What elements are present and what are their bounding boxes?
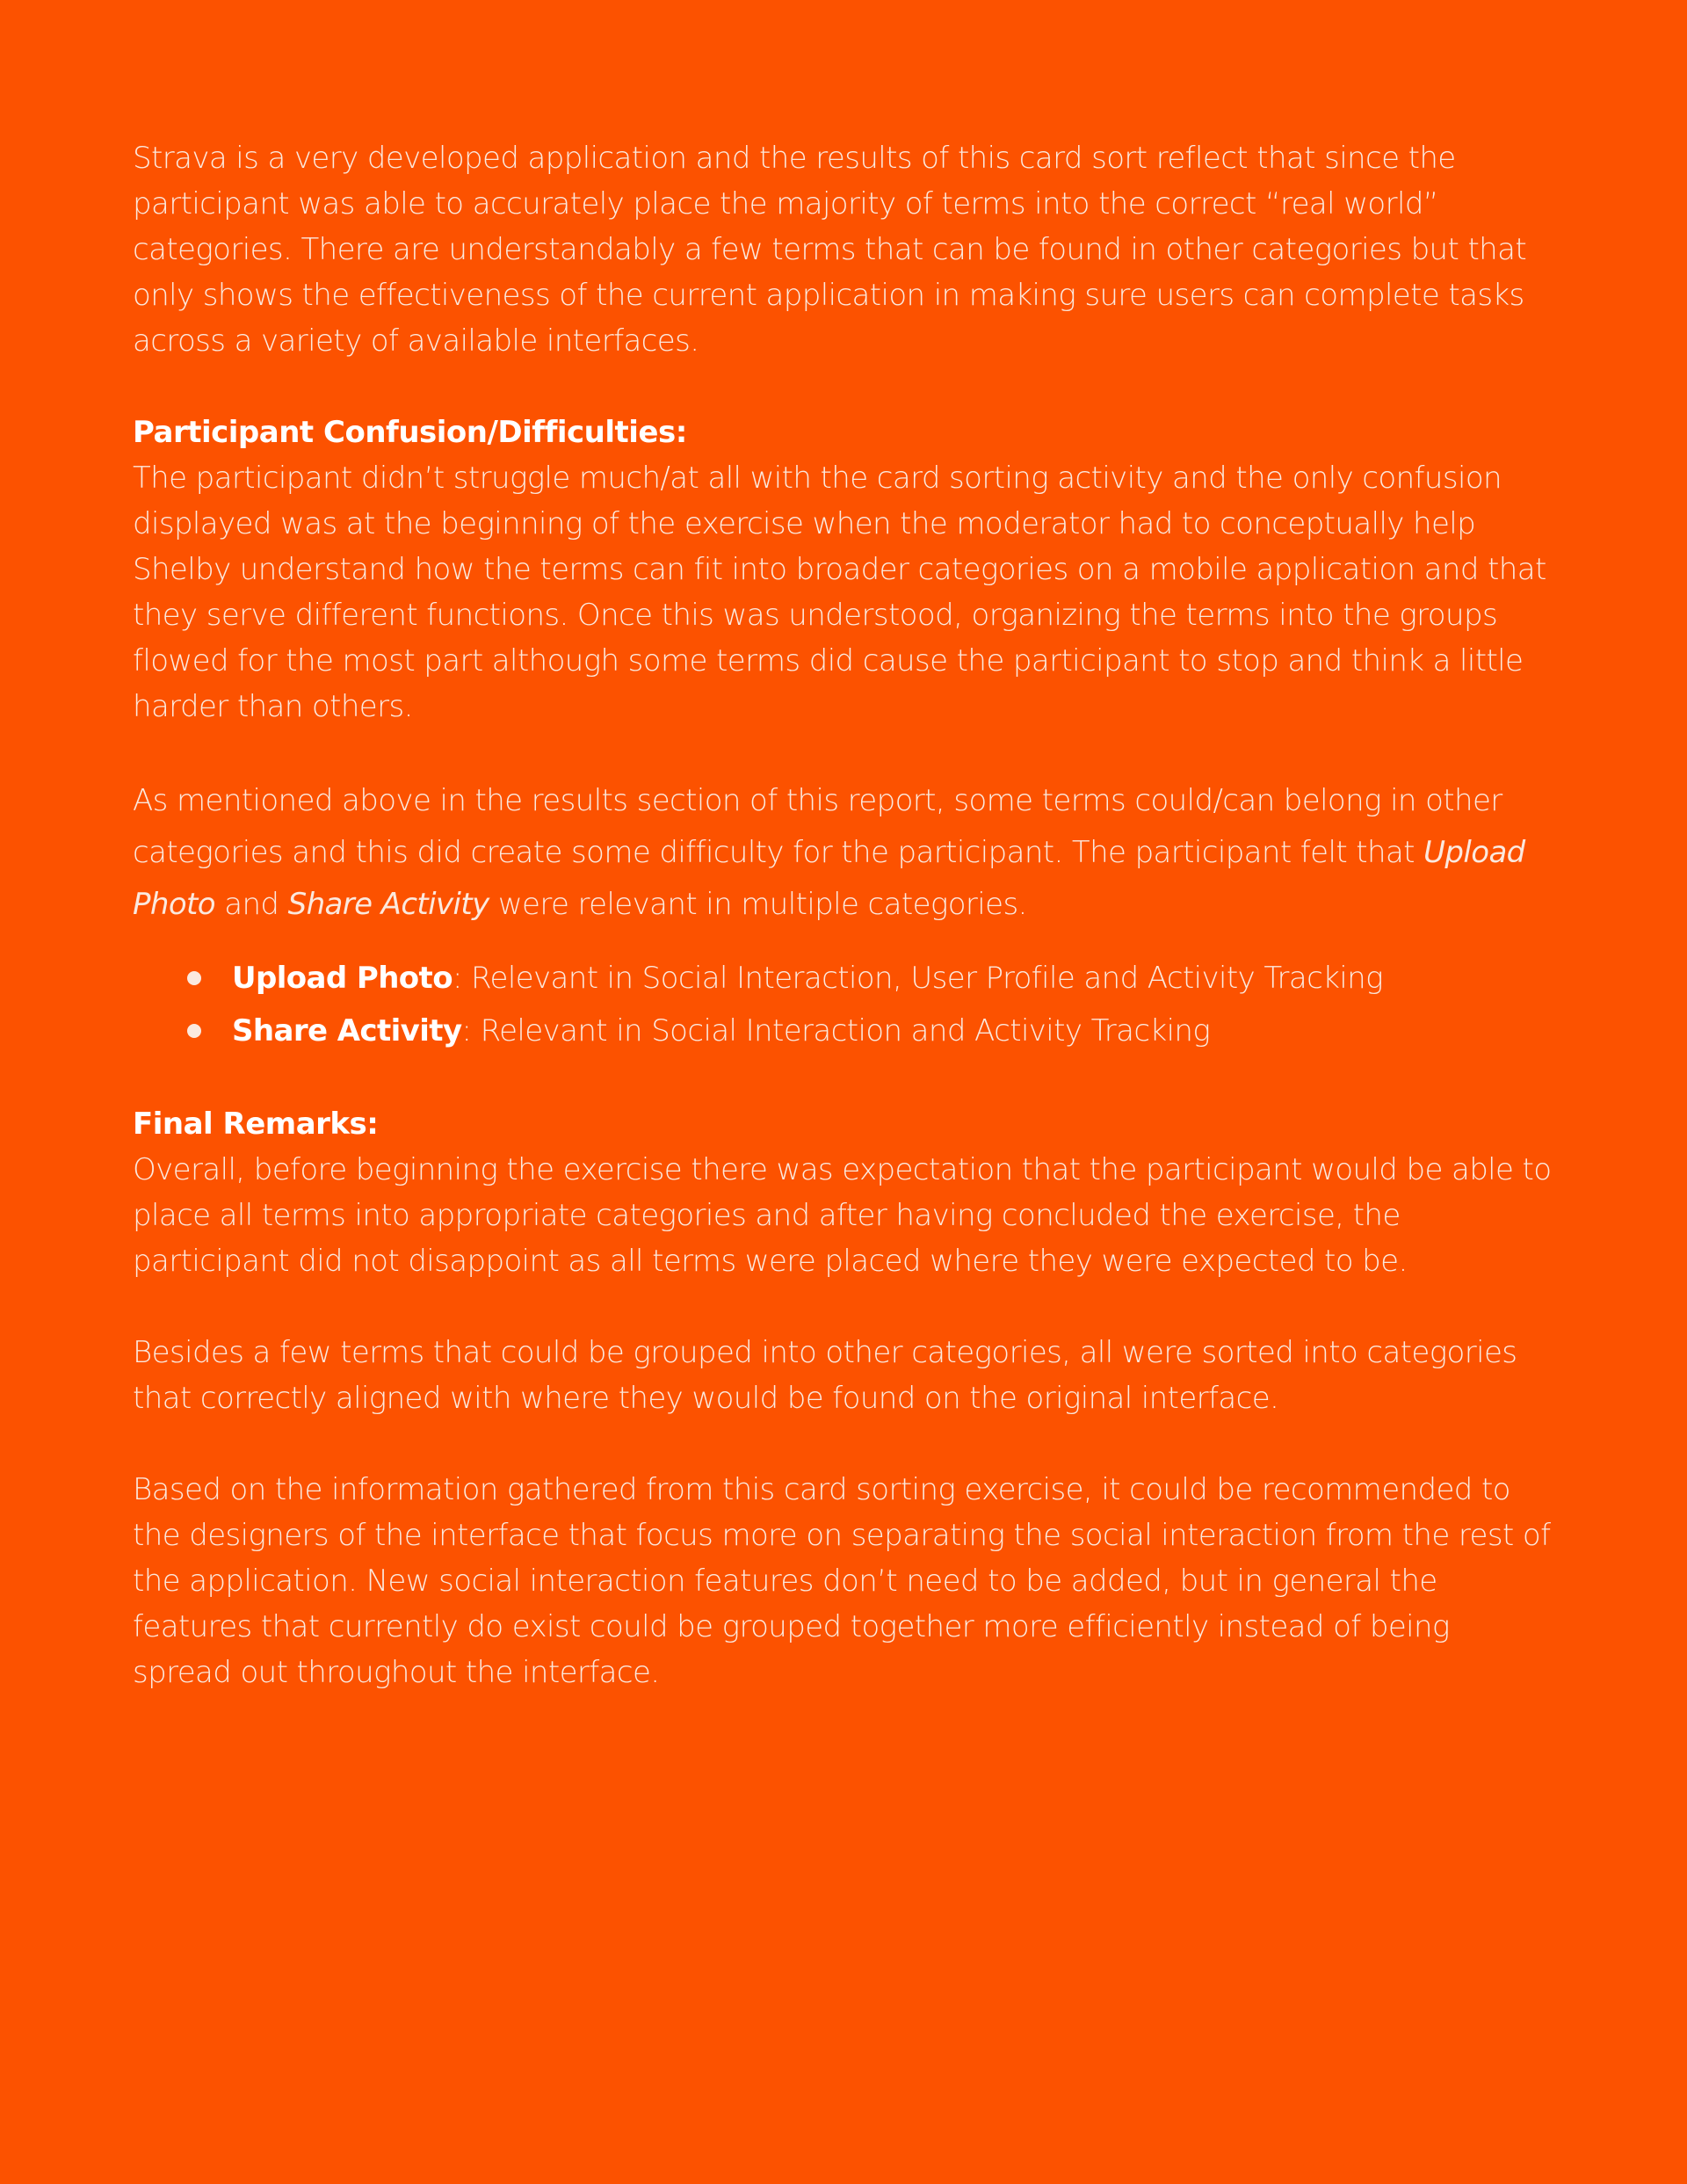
spacer bbox=[133, 1284, 1556, 1330]
bullet-text: : Relevant in Social Interaction and Activity Tracking bbox=[461, 1013, 1211, 1048]
relevance-bullet-list bbox=[133, 952, 1556, 1057]
confusion-heading: Participant Confusion/Difficulties: bbox=[133, 415, 687, 450]
spacer bbox=[133, 1421, 1556, 1467]
term-share-activity: Share Activity bbox=[287, 887, 489, 922]
final-paragraph-1: Overall, before beginning the exercise there was expectation that the participant would be able to place all terms into appropriate categories and after having concluded the exercise, the participant did not disappoint as all terms were placed where they were expected to be. bbox=[133, 1152, 1552, 1279]
spacer bbox=[133, 1057, 1556, 1101]
document-body bbox=[133, 135, 1556, 1695]
bullet-term: Share Activity bbox=[232, 1013, 462, 1048]
confusion-paragraph-1: The participant didn’t struggle much/at all with the card sorting activity and the only confusion displayed was at the beginning of the exercise when the moderator had to conceptually help Shelby understand how the terms can fit into broader categories on a mobile application and that they serve different functions. Once this was understood, organizing the terms into the groups flowed for the most part although some terms did cause the participant to stop and think a little harder than others. bbox=[133, 461, 1546, 724]
bullet-dot-icon bbox=[187, 971, 201, 985]
bullet-text: : Relevant in Social Interaction, User Profile and Activity Tracking bbox=[452, 961, 1383, 996]
bullet-dot-icon bbox=[187, 1024, 201, 1038]
bullet-item bbox=[133, 952, 1556, 1005]
spacer bbox=[133, 364, 1556, 410]
spacer bbox=[133, 729, 1556, 775]
bullet-item bbox=[133, 1005, 1556, 1057]
confusion-paragraph-2-and: and bbox=[215, 887, 288, 922]
final-paragraph-3: Based on the information gathered from this card sorting exercise, it could be recommended to the designers of the interface that focus more on separating the social interaction from the rest of the application. New social interaction features don’t need to be added, but in general the features that currently do exist could be grouped together more efficiently instead of being spread out throughout the interface. bbox=[133, 1472, 1551, 1690]
confusion-paragraph-2-end: were relevant in multiple categories. bbox=[489, 887, 1027, 922]
bullet-term: Upload Photo bbox=[232, 961, 453, 996]
final-remarks-heading: Final Remarks: bbox=[133, 1107, 379, 1142]
final-paragraph-2: Besides a few terms that could be grouped into other categories, all were sorted into categories that correctly aligned with where they would be found on the original interface. bbox=[133, 1335, 1517, 1416]
confusion-paragraph-2 bbox=[133, 775, 1556, 931]
term-upload-photo: Upload Photo bbox=[133, 835, 1525, 922]
intro-paragraph: Strava is a very developed application and the results of this card sort reflect that since the participant was able to accurately place the majority of terms into the correct “real world” categories. There are understandably a few terms that can be found in other categories but that only shows the effectiveness of the current application in making sure users can complete tasks across a variety of available interfaces. bbox=[133, 141, 1527, 359]
confusion-paragraph-2-start: As mentioned above in the results section of this report, some terms could/can belong in other categories and this did create some difficulty for the participant. The participant felt that bbox=[133, 783, 1502, 870]
